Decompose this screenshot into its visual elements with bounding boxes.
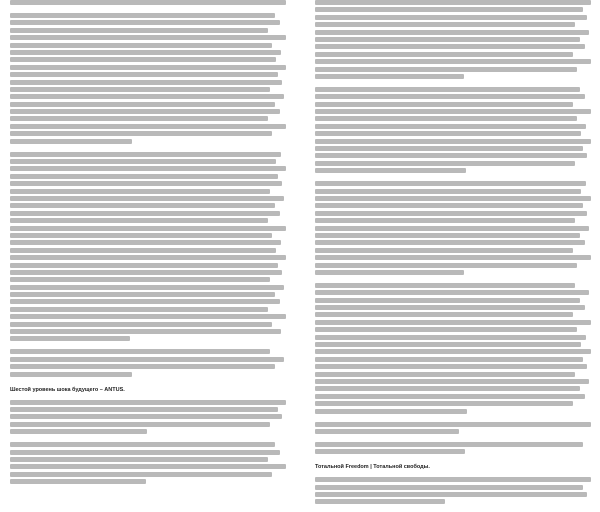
text-line bbox=[315, 102, 573, 107]
text-line bbox=[10, 94, 284, 99]
text-line bbox=[315, 22, 575, 27]
text-line bbox=[315, 477, 591, 482]
paragraph bbox=[315, 422, 585, 434]
paragraph bbox=[10, 349, 286, 376]
paragraph bbox=[315, 477, 585, 504]
left-body-text-bottom bbox=[10, 400, 286, 485]
text-line bbox=[10, 407, 278, 412]
text-line bbox=[315, 139, 591, 144]
text-line bbox=[10, 152, 281, 157]
text-line bbox=[10, 80, 282, 85]
text-line bbox=[10, 277, 270, 282]
text-line bbox=[315, 161, 575, 166]
text-line bbox=[315, 386, 580, 391]
text-line bbox=[10, 43, 272, 48]
text-line bbox=[315, 203, 583, 208]
text-line bbox=[315, 442, 583, 447]
text-line bbox=[10, 28, 268, 33]
right-body-text-top bbox=[315, 0, 585, 454]
text-line bbox=[315, 372, 575, 377]
text-line bbox=[315, 189, 581, 194]
text-line bbox=[315, 305, 585, 310]
text-line bbox=[315, 401, 573, 406]
text-line bbox=[10, 307, 268, 312]
text-line bbox=[315, 146, 583, 151]
text-line bbox=[10, 349, 270, 354]
text-line bbox=[10, 322, 272, 327]
text-line bbox=[315, 59, 591, 64]
text-line bbox=[315, 409, 467, 414]
text-line bbox=[315, 335, 586, 340]
text-line bbox=[315, 7, 583, 12]
text-line bbox=[10, 159, 276, 164]
text-line bbox=[315, 116, 577, 121]
text-line bbox=[10, 139, 132, 144]
text-line bbox=[10, 414, 282, 419]
text-line bbox=[10, 181, 282, 186]
text-line bbox=[10, 65, 286, 70]
text-line bbox=[315, 327, 577, 332]
text-line bbox=[10, 116, 268, 121]
text-line bbox=[315, 168, 466, 173]
text-line bbox=[10, 422, 270, 427]
text-line bbox=[315, 492, 587, 497]
text-line bbox=[10, 72, 278, 77]
text-line bbox=[315, 131, 581, 136]
right-section-heading: Тотальной Freedom | Тотальной свободы. bbox=[315, 464, 430, 471]
text-line bbox=[10, 472, 272, 477]
text-line bbox=[10, 13, 275, 18]
text-line bbox=[315, 0, 591, 5]
text-line bbox=[10, 336, 130, 341]
text-line bbox=[10, 329, 281, 334]
text-line bbox=[315, 240, 585, 245]
text-line bbox=[10, 263, 278, 268]
text-line bbox=[315, 153, 587, 158]
text-line bbox=[10, 57, 276, 62]
text-line bbox=[10, 124, 286, 129]
text-line bbox=[315, 226, 589, 231]
text-line bbox=[10, 50, 281, 55]
text-line bbox=[10, 364, 275, 369]
text-line bbox=[315, 379, 589, 384]
text-line bbox=[315, 290, 589, 295]
text-line bbox=[315, 283, 575, 288]
paragraph bbox=[10, 400, 286, 435]
text-line bbox=[315, 44, 585, 49]
text-line bbox=[10, 442, 275, 447]
text-line bbox=[315, 320, 591, 325]
text-line bbox=[315, 263, 577, 268]
text-line bbox=[10, 35, 286, 40]
text-line bbox=[10, 400, 286, 405]
text-line bbox=[10, 20, 280, 25]
text-line bbox=[10, 203, 275, 208]
text-line bbox=[315, 342, 581, 347]
text-line bbox=[315, 30, 589, 35]
text-line bbox=[10, 479, 146, 484]
paragraph bbox=[10, 152, 286, 342]
text-line bbox=[315, 449, 465, 454]
text-line bbox=[315, 181, 586, 186]
text-line bbox=[315, 364, 587, 369]
text-line bbox=[315, 37, 580, 42]
text-line bbox=[315, 312, 573, 317]
text-line bbox=[315, 298, 580, 303]
left-page bbox=[0, 0, 300, 424]
paragraph bbox=[315, 0, 585, 79]
left-section-heading: Шестой уровень шока будущего – ANTUS. bbox=[10, 386, 125, 393]
text-line bbox=[10, 464, 286, 469]
text-line bbox=[315, 218, 575, 223]
text-line bbox=[315, 109, 591, 114]
text-line bbox=[10, 87, 270, 92]
text-line bbox=[315, 233, 580, 238]
text-line bbox=[315, 248, 573, 253]
text-line bbox=[315, 255, 591, 260]
text-line bbox=[10, 248, 276, 253]
paragraph bbox=[10, 442, 286, 484]
text-line bbox=[10, 109, 280, 114]
text-line bbox=[315, 422, 591, 427]
text-line bbox=[10, 285, 284, 290]
text-line bbox=[10, 450, 280, 455]
left-body-text-top bbox=[10, 0, 286, 377]
left-text-column bbox=[10, 0, 286, 492]
text-line bbox=[10, 314, 286, 319]
right-body-text-bottom bbox=[315, 477, 585, 504]
text-line bbox=[315, 87, 580, 92]
text-line bbox=[10, 218, 268, 223]
text-line bbox=[10, 255, 286, 260]
text-line bbox=[315, 52, 573, 57]
paragraph bbox=[10, 13, 286, 144]
paragraph bbox=[10, 0, 286, 5]
text-line bbox=[10, 211, 280, 216]
text-line bbox=[10, 189, 270, 194]
paragraph bbox=[315, 283, 585, 414]
text-line bbox=[10, 131, 272, 136]
text-line bbox=[315, 357, 583, 362]
paragraph bbox=[315, 442, 585, 454]
text-line bbox=[315, 349, 591, 354]
text-line bbox=[315, 94, 585, 99]
text-line bbox=[10, 429, 147, 434]
text-line bbox=[10, 0, 286, 5]
text-line bbox=[10, 270, 282, 275]
text-line bbox=[10, 102, 275, 107]
text-line bbox=[315, 429, 459, 434]
text-line bbox=[315, 270, 464, 275]
text-line bbox=[10, 196, 284, 201]
text-line bbox=[315, 485, 583, 490]
text-line bbox=[315, 499, 445, 504]
text-line bbox=[10, 226, 286, 231]
right-text-column bbox=[315, 0, 585, 512]
text-line bbox=[10, 240, 281, 245]
paragraph bbox=[315, 87, 585, 173]
right-page bbox=[300, 0, 600, 471]
text-line bbox=[315, 67, 577, 72]
text-line bbox=[315, 124, 586, 129]
text-line bbox=[10, 292, 275, 297]
text-line bbox=[10, 372, 132, 377]
text-line bbox=[315, 196, 591, 201]
text-line bbox=[10, 166, 286, 171]
text-line bbox=[10, 174, 278, 179]
text-line bbox=[10, 299, 280, 304]
text-line bbox=[315, 394, 585, 399]
text-line bbox=[315, 74, 464, 79]
text-line bbox=[315, 211, 587, 216]
text-line bbox=[10, 457, 268, 462]
paragraph bbox=[315, 181, 585, 275]
text-line bbox=[315, 15, 587, 20]
text-line bbox=[10, 233, 272, 238]
text-line bbox=[10, 357, 284, 362]
